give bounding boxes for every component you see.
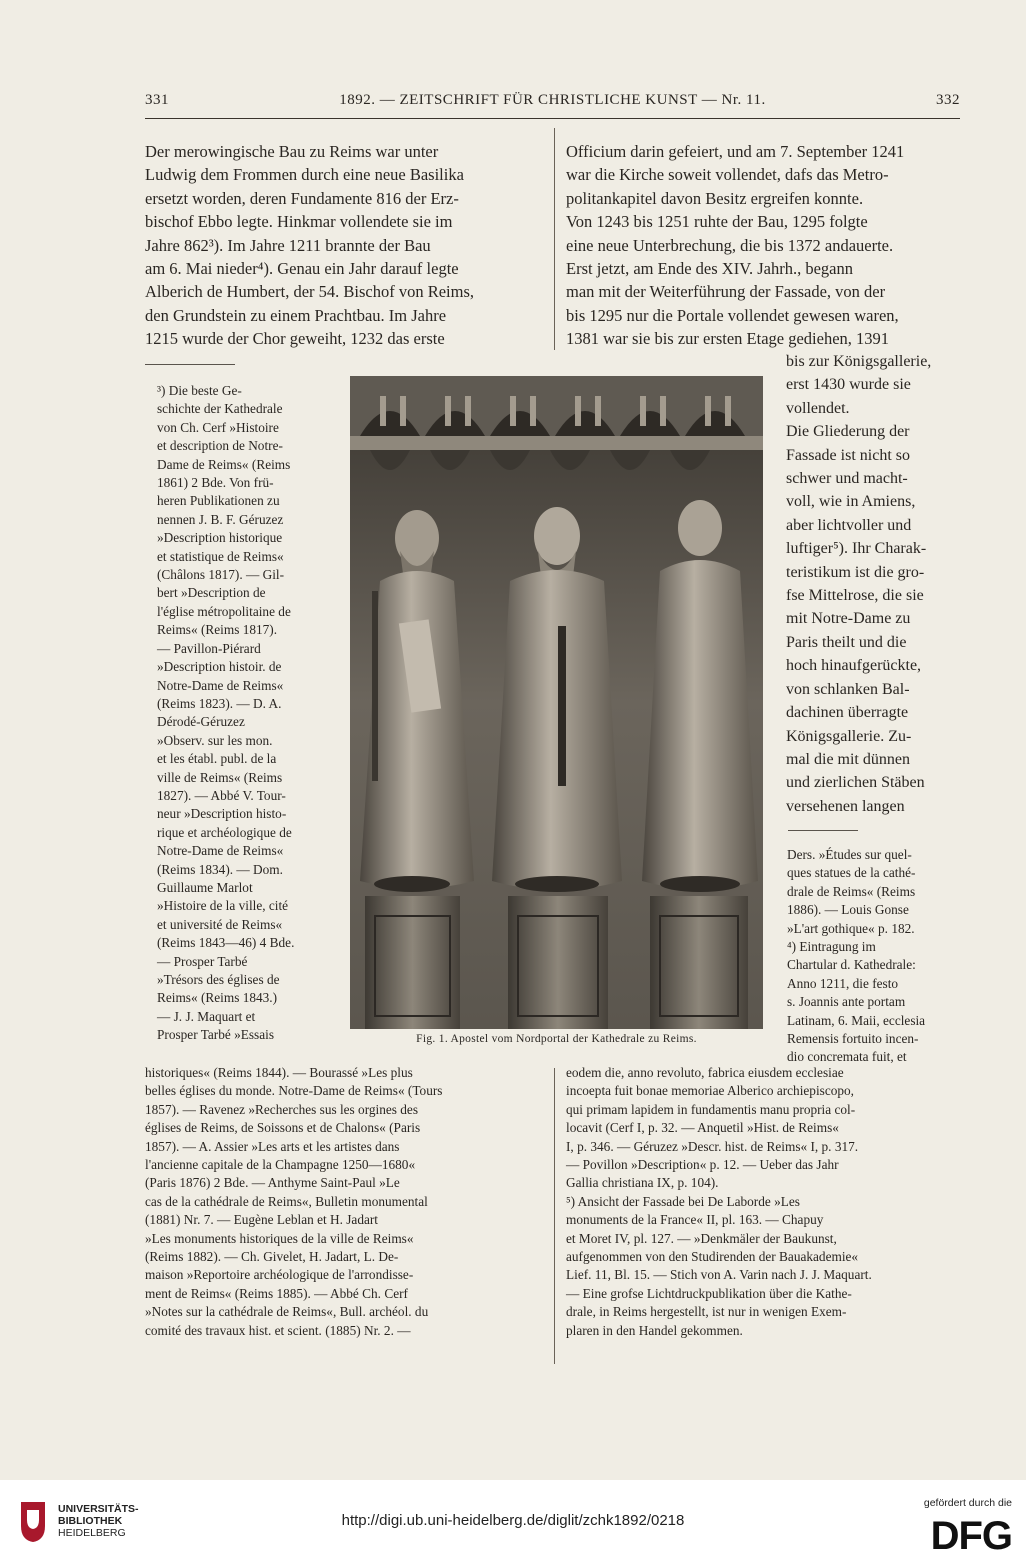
text-line: comité des travaux hist. et scient. (1885) Nr. 2. —	[145, 1322, 411, 1338]
text-line: ⁴) Eintragung im	[787, 939, 876, 955]
text-line: 1857). — Ravenez »Recherches sus les orgines des	[145, 1101, 419, 1117]
text-line: l'ancienne capitale de la Champagne 1250—1680«	[145, 1157, 416, 1173]
text-line: drale, in Reims hergestellt, ist nur in wenigen Exem-	[566, 1304, 847, 1320]
text-line: bis 1295 nur die Portale vollendet gewesen waren,	[566, 305, 899, 325]
header-rule	[145, 118, 960, 119]
text-line: 1215 wurde der Chor geweiht, 1232 das erste	[145, 329, 445, 349]
text-line: Reims« (Reims 1817).	[157, 622, 278, 638]
text-line: et université de Reims«	[157, 916, 283, 932]
text-line: »Notes sur la cathédrale de Reims«, Bull. archéol. du	[145, 1304, 429, 1320]
source-url-link[interactable]: http://digi.ub.uni-heidelberg.de/diglit/zchk1892/0218	[341, 1512, 685, 1529]
text-line: Ludwig dem Frommen durch eine neue Basilika	[145, 165, 464, 185]
text-line: ville de Reims« (Reims	[157, 769, 283, 785]
text-line: von schlanken Bal-	[786, 680, 910, 698]
text-line: man mit der Weiterführung der Fassade, von der	[566, 282, 886, 302]
text-line: voll, wie in Amiens,	[786, 493, 916, 511]
text-line: 1857). — A. Assier »Les arts et les artistes dans	[145, 1138, 400, 1154]
text-line: 1886). — Louis Gonse	[787, 902, 909, 918]
funded-by-label: gefördert durch die	[923, 1497, 1012, 1509]
text-line: ⁵) Ansicht der Fassade bei De Laborde »Les	[566, 1193, 800, 1209]
uni-line-1: UNIVERSITÄTS-	[58, 1503, 139, 1515]
text-line: »Description historique	[157, 530, 283, 546]
text-line: (Châlons 1817). — Gil-	[157, 567, 285, 583]
text-line: Erst jetzt, am Ende des XIV. Jahrh., begann	[566, 259, 853, 279]
text-line: Die Gliederung der	[786, 423, 910, 441]
text-line: Dérodé-Géruzez	[157, 714, 245, 730]
text-line: — Prosper Tarbé	[157, 953, 248, 969]
text-line: — Povillon »Description« p. 12. — Ueber das Jahr	[566, 1157, 839, 1173]
text-line: Reims« (Reims 1843.)	[157, 990, 278, 1006]
figure-caption: Fig. 1. Apostel vom Nordportal der Kathedrale zu Reims.	[416, 1033, 697, 1045]
text-line: eine neue Unterbrechung, die bis 1372 andauerte.	[566, 235, 894, 255]
text-line: neur »Description histo-	[157, 806, 287, 822]
text-line: maison »Reportoire archéologique de l'arrondisse-	[145, 1267, 414, 1283]
text-line: incoepta fuit bonae memoriae Alberico archiepiscopo,	[566, 1083, 854, 1099]
text-line: war die Kirche soweit vollendet, dafs das Metro-	[566, 165, 889, 185]
text-line: (Reims 1882). — Ch. Givelet, H. Jadart, L. De-	[145, 1249, 399, 1265]
text-line: Ders. »Études sur quel-	[787, 847, 912, 862]
text-line: et Moret IV, pl. 127. — »Denkmäler der Baukunst,	[566, 1230, 837, 1246]
text-line: belles églises du monde. Notre-Dame de Reims« (Tours	[145, 1083, 443, 1099]
dfg-logo: DFG	[930, 1514, 1012, 1558]
text-line: — J. J. Maquart et	[157, 1008, 256, 1024]
text-line: dachinen überragte	[786, 704, 909, 722]
text-line: bischof Ebbo legte. Hinkmar vollendete sie im	[145, 212, 453, 232]
text-line: Von 1243 bis 1251 ruhte der Bau, 1295 folgte	[566, 212, 868, 232]
left-body-text	[145, 140, 542, 351]
text-line: 1381 war sie bis zur ersten Etage gediehen, 1391	[566, 329, 890, 349]
text-line: Remensis fortuito incen-	[787, 1031, 919, 1047]
text-line: teristikum ist die gro-	[786, 563, 925, 581]
text-line: drale de Reims« (Reims	[787, 883, 916, 899]
text-line: et statistique de Reims«	[157, 548, 284, 564]
text-line: s. Joannis ante portam	[787, 994, 906, 1010]
text-line: eodem die, anno revoluto, fabrica eiusdem ecclesiae	[566, 1065, 844, 1080]
text-line: am 6. Mai nieder⁴). Genau ein Jahr darauf legte	[145, 259, 459, 279]
text-line: »Observ. sur les mon.	[157, 732, 273, 748]
text-line: heren Publikationen zu	[157, 493, 280, 509]
text-line: hoch hinaufgerückte,	[786, 657, 922, 675]
journal-title: 1892. — ZEITSCHRIFT FÜR CHRISTLICHE KUNST — Nr. 11.	[339, 92, 766, 108]
text-line: Alberich de Humbert, der 54. Bischof von Reims,	[145, 282, 475, 302]
text-line: ques statues de la cathé-	[787, 865, 916, 881]
right-narrow-body-text	[786, 350, 956, 818]
text-line: »L'art gothique« p. 182.	[787, 920, 915, 936]
text-line: erst 1430 wurde sie	[786, 376, 911, 394]
text-line: Fassade ist nicht so	[786, 446, 910, 464]
text-line: Prosper Tarbé »Essais	[157, 1027, 274, 1043]
uni-line-2: BIBLIOTHEK	[58, 1515, 123, 1527]
text-line: Der merowingische Bau zu Reims war unter	[145, 142, 439, 161]
text-line: l'église métropolitaine de	[157, 603, 291, 619]
text-line: 1861) 2 Bde. Von frü-	[157, 475, 274, 491]
text-line: locavit (Cerf I, p. 32. — Anquetil »Hist. de Reims«	[566, 1120, 839, 1136]
apostles-statues-image	[350, 376, 763, 1029]
page-number-left: 331	[145, 92, 169, 108]
text-line: versehenen langen	[786, 797, 905, 815]
text-line: nennen J. B. F. Géruzez	[157, 511, 284, 527]
text-line: bis zur Königsgallerie,	[786, 353, 932, 370]
text-line: (Reims 1843—46) 4 Bde.	[157, 935, 295, 951]
text-line: politankapitel davon Besitz ergreifen konnte.	[566, 188, 864, 208]
running-header	[145, 92, 960, 114]
right-footnotes-narrow	[787, 846, 953, 1067]
text-line: ment de Reims« (Reims 1885). — Abbé Ch. Cerf	[145, 1285, 408, 1301]
text-line: bert »Description de	[157, 585, 266, 601]
text-line: ³) Die beste Ge-	[157, 383, 242, 398]
text-line: (Reims 1834). — Dom.	[157, 861, 283, 877]
text-line: Dame de Reims« (Reims	[157, 456, 291, 472]
text-line: églises de Reims, de Soissons et de Chalons« (Paris	[145, 1120, 421, 1136]
text-line: monuments de la France« II, pl. 163. — Chapuy	[566, 1212, 824, 1228]
text-line: »Trésors des églises de	[157, 972, 280, 987]
text-line: — Eine grofse Lichtdruckpublikation über die Kathe-	[566, 1285, 852, 1301]
text-line: Königsgallerie. Zu-	[786, 727, 912, 745]
text-line: den Grundstein zu einem Prachtbau. Im Jahre	[145, 305, 447, 325]
text-line: 1827). — Abbé V. Tour-	[157, 787, 286, 803]
text-line: mal die mit dünnen	[786, 750, 910, 768]
text-line: Paris theilt und die	[786, 633, 907, 651]
text-line: schwer und macht-	[786, 470, 908, 488]
text-line: ersetzt worden, deren Fundamente 816 der Erz-	[145, 188, 459, 208]
text-line: Latinam, 6. Maii, ecclesia	[787, 1012, 926, 1028]
text-line: von Ch. Cerf »Histoire	[157, 419, 279, 435]
column-divider-bottom	[554, 1068, 555, 1364]
left-footnotes-wide	[145, 1064, 542, 1340]
text-line: et description de Notre-	[157, 438, 283, 454]
text-line: luftiger⁵). Ihr Charak-	[786, 540, 927, 558]
text-line: »Les monuments historiques de la ville de Reims«	[145, 1230, 414, 1246]
text-line: et les établ. publ. de la	[157, 751, 277, 767]
footnote-rule-left	[145, 364, 235, 365]
page-number-right: 332	[936, 92, 960, 108]
text-line: und zierlichen Stäben	[786, 774, 925, 792]
text-line: »Description histoir. de	[157, 659, 282, 675]
text-line: Lief. 11, Bl. 15. — Stich von A. Varin nach J. J. Maquart.	[566, 1267, 872, 1283]
text-line: vollendet.	[786, 399, 850, 417]
text-line: — Pavillon-Piérard	[157, 640, 261, 656]
text-line: Anno 1211, die festo	[787, 975, 899, 991]
text-line: (1881) Nr. 7. — Eugène Leblan et H. Jadart	[145, 1212, 378, 1228]
text-line: I, p. 346. — Géruzez »Descr. hist. de Reims« I, p. 317.	[566, 1138, 859, 1154]
text-line: (Reims 1823). — D. A.	[157, 695, 282, 711]
text-line: Jahre 862³). Im Jahre 1211 brannte der Bau	[145, 235, 431, 255]
text-line: Notre-Dame de Reims«	[157, 677, 284, 693]
footnote-rule-right	[788, 830, 858, 831]
right-footnotes-wide	[566, 1064, 956, 1340]
text-line: Officium darin gefeiert, und am 7. September 1241	[566, 142, 905, 161]
text-line: (Paris 1876) 2 Bde. — Anthyme Saint-Paul »Le	[145, 1175, 400, 1191]
text-line: historiques« (Reims 1844). — Bourassé »Les plus	[145, 1065, 413, 1080]
text-line: Gallia christiana IX, p. 104).	[566, 1175, 719, 1191]
text-line: cas de la cathédrale de Reims«, Bulletin monumental	[145, 1193, 428, 1209]
text-line: Notre-Dame de Reims«	[157, 843, 284, 859]
text-line: schichte der Kathedrale	[157, 401, 283, 417]
text-line: mit Notre-Dame zu	[786, 610, 911, 628]
text-line: Chartular d. Kathedrale:	[787, 957, 916, 973]
text-line: rique et archéologique de	[157, 824, 292, 840]
text-line: plaren in den Handel gekommen.	[566, 1322, 743, 1338]
text-line: »Histoire de la ville, cité	[157, 898, 289, 914]
column-divider-top	[554, 128, 555, 350]
text-line: Guillaume Marlot	[157, 879, 253, 895]
uni-line-3: HEIDELBERG	[58, 1527, 126, 1539]
text-line: fse Mittelrose, die sie	[786, 587, 924, 605]
text-line: aufgenommen von den Studirenden der Bauakademie«	[566, 1249, 859, 1265]
apostles-photograph	[350, 376, 763, 1029]
text-line: aber lichtvoller und	[786, 516, 912, 534]
left-footnotes-narrow	[157, 382, 338, 1045]
right-body-text	[566, 140, 960, 351]
text-line: dio concremata fuit, et	[787, 1049, 907, 1065]
text-line: qui primam lapidem in fundamentis manu propria col-	[566, 1101, 856, 1117]
